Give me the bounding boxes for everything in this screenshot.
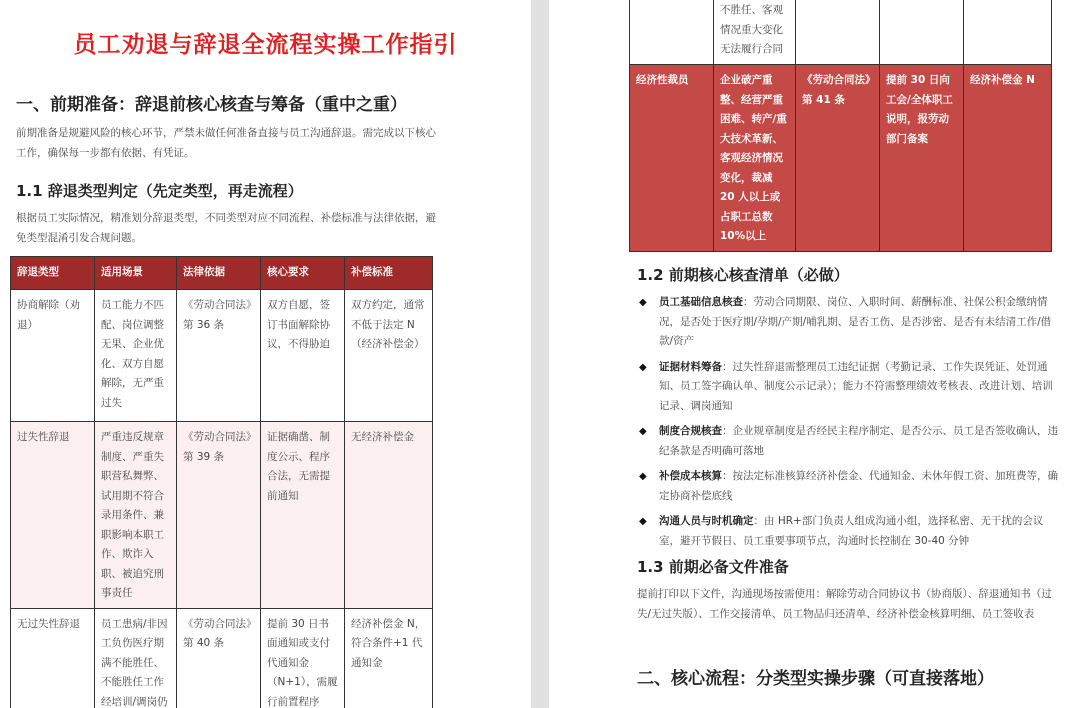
table-cell: 协商解除（劝退） (11, 290, 95, 422)
table-cell: 过失性辞退 (11, 422, 95, 609)
subsection-heading-1-2: 1.2 前期核心核查清单（必做） (637, 266, 849, 284)
list-item (639, 293, 1059, 352)
table-cell: 无经济补偿金 (345, 422, 433, 609)
table-cell: 经济补偿金 N (964, 65, 1052, 252)
list-item (639, 512, 1059, 551)
table-header-cell: 核心要求 (261, 257, 345, 290)
table-header-cell: 辞退类型 (11, 257, 95, 290)
document-page-left (0, 0, 531, 708)
table-cell: 《劳动合同法》第 39 条 (177, 422, 261, 609)
table-header-cell: 补偿标准 (345, 257, 433, 290)
table-cell (964, 0, 1052, 65)
list-item-label: 制度合规核查 (659, 425, 722, 437)
table-cell (880, 0, 964, 65)
list-item-label: 补偿成本核算 (659, 470, 722, 482)
list-item-label: 证据材料筹备 (659, 360, 722, 373)
table-cell: 经济性裁员 (630, 65, 714, 252)
list-item (639, 358, 1059, 417)
table-cell: 双方约定，通常不低于法定 N（经济补偿金） (345, 290, 433, 422)
table-cell: 员工患病/非因工负伤医疗期满不能胜任、不能胜任工作经培训/调岗仍 (95, 608, 177, 708)
table-cell: 员工能力不匹配、岗位调整无果、企业优化、双方自愿解除，无严重过失 (95, 290, 177, 422)
table-cell: 提前 30 日向工会/全体职工说明，报劳动部门备案 (880, 65, 964, 252)
list-item-text: ：劳动合同期限、岗位、入职时间、薪酬标准、社保公积金缴纳情况，是否处于医疗期/孕期/产期/哺乳期、是否工伤、是否涉密、是否有未结清工作/借款/资产 (659, 296, 1052, 347)
table-cell (630, 0, 714, 65)
table-row (11, 290, 433, 422)
diamond-bullet-icon: ◆ (639, 297, 647, 308)
diamond-bullet-icon: ◆ (639, 516, 647, 527)
table-cell: 双方自愿，签订书面解除协议，不得胁迫 (261, 290, 345, 422)
subsection-heading-1-1: 1.1 辞退类型判定（先定类型，再走流程） (16, 182, 303, 200)
list-item-text: ：由 HR+部门负责人组成沟通小组，选择私密、无干扰的会议室，避开节假日、员工重要事项节点，沟通时长控制在 30-40 分钟 (659, 515, 1044, 547)
list-item-label: 员工基础信息核查 (659, 296, 743, 308)
document-title: 员工劝退与辞退全流程实操工作指引 (73, 32, 458, 58)
diamond-bullet-icon: ◆ (639, 426, 647, 437)
list-item (639, 467, 1059, 506)
table-cell: 严重违反规章制度、严重失职营私舞弊、试用期不符合录用条件、兼职影响本职工作、欺诈入职、被追究刑事责任 (95, 422, 177, 609)
list-item-text: ：过失性辞退需整理员工违纪证据（考勤记录、工作失误凭证、处罚通知、员工签字确认单、制度公示记录）；能力不符需整理绩效考核表、改进计划、培训记录、调岗通知 (659, 360, 1053, 412)
table-header-cell: 法律依据 (177, 257, 261, 290)
table-cell: 不胜任、客观情况重大变化无法履行合同 (714, 0, 796, 65)
list-item (639, 422, 1059, 461)
table-cell: 经济补偿金 N，符合条件+1 代通知金 (345, 608, 433, 708)
intro-paragraph: 前期准备是规避风险的核心环节，严禁未做任何准备直接与员工沟通辞退。需完成以下核心工作，确保每一步都有依据、有凭证。 (16, 127, 436, 159)
table-cell: 《劳动合同法》第 40 条 (177, 608, 261, 708)
dismissal-type-table-continued (629, 0, 1052, 252)
page-gap (531, 0, 549, 708)
list-item-label: 沟通人员与时机确定 (659, 515, 754, 527)
diamond-bullet-icon: ◆ (639, 471, 647, 482)
table-cell: 无过失性辞退 (11, 608, 95, 708)
table-cell: 证据确凿、制度公示、程序合法，无需提前通知 (261, 422, 345, 609)
table-row (11, 608, 433, 708)
subsection-heading-1-3: 1.3 前期必备文件准备 (637, 558, 789, 576)
table-row (11, 422, 433, 609)
table-cell (796, 0, 880, 65)
section-heading-1: 一、前期准备：辞退前核心核查与筹备（重中之重） (16, 95, 407, 115)
table-row (630, 0, 1052, 65)
section-heading-2: 二、核心流程：分类型实操步骤（可直接落地） (637, 669, 994, 689)
table-cell: 提前 30 日书面通知或支付代通知金（N+1），需履行前置程序 (261, 608, 345, 708)
subsection-paragraph: 根据员工实际情况，精准划分辞退类型，不同类型对应不同流程、补偿标准与法律依据，避免类型混淆引发合规问题。 (16, 212, 436, 244)
document-page-right (549, 0, 1080, 708)
docs-paragraph: 提前打印以下文件，沟通现场按需使用：解除劳动合同协议书（协商版）、辞退通知书（过失/无过失版）、工作交接清单、员工物品归还清单、经济补偿金核算明细、员工签收表 (637, 588, 1052, 620)
table-row-highlighted (630, 65, 1052, 252)
list-item-text: ：企业规章制度是否经民主程序制定、是否公示、员工是否签收确认，违纪条款是否明确可落地 (659, 425, 1058, 457)
table-header-row (11, 257, 433, 290)
checklist (639, 293, 1059, 557)
table-header-cell: 适用场景 (95, 257, 177, 290)
table-cell: 《劳动合同法》第 36 条 (177, 290, 261, 422)
diamond-bullet-icon: ◆ (639, 361, 647, 373)
table-cell: 企业破产重整、经营严重困难、转产/重大技术革新、客观经济情况变化，裁减 20 人以上或占职工总数 10%以上 (714, 65, 796, 252)
list-item-text: ：按法定标准核算经济补偿金、代通知金、未休年假工资、加班费等，确定协商补偿底线 (659, 470, 1058, 502)
table-cell: 《劳动合同法》第 41 条 (796, 65, 880, 252)
dismissal-type-table (10, 256, 433, 708)
